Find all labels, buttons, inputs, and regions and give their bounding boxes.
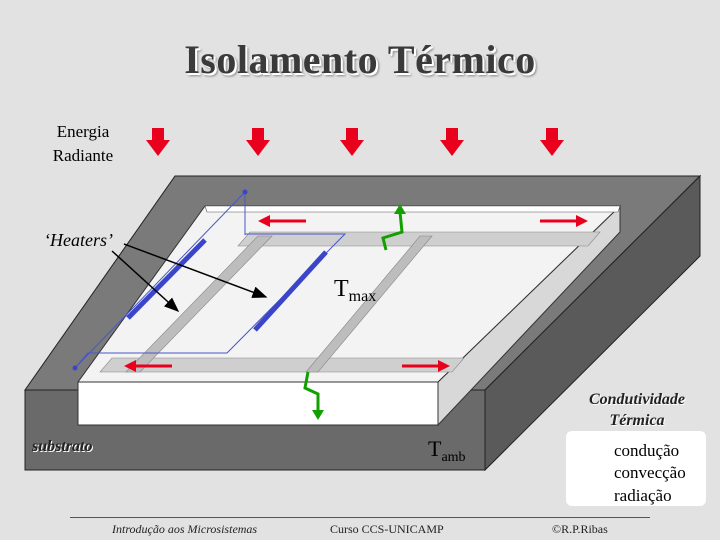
energy-label [40,120,126,168]
legend-item-conducao: condução [614,441,680,460]
tamb-label [428,436,466,466]
energy-label-line-2: Radiante [52,146,114,165]
radiant-arrow [540,128,564,156]
contact-dot-top [243,190,248,195]
substrate-label: substrato [32,438,93,455]
contact-dot-bottom [73,366,78,371]
footer-divider [70,517,650,518]
radiant-arrow [440,128,464,156]
legend-title-line-2: Térmica [609,412,665,429]
heaters-label: ‘Heaters’ [44,230,113,250]
radiant-arrow [146,128,170,156]
tamb-base: T [428,436,442,461]
tmax-sub: max [348,288,377,305]
radiant-arrows [146,128,564,156]
legend-item-conveccao: convecção [614,463,686,482]
legend-title-line-1: Condutividade [588,391,685,408]
tmax-label [334,276,376,306]
legend-title [572,389,702,431]
radiant-arrow [246,128,270,156]
radiant-arrow [340,128,364,156]
energy-label-line-1: Energia [56,122,110,141]
footer-course-code: Curso CCS-UNICAMP [330,522,444,536]
footer-course-title: Introdução aos Microsistemas [112,522,258,536]
page-title: Isolamento Térmico [184,37,536,82]
tamb-sub: amb [441,450,466,465]
tmax-base: T [334,276,349,302]
legend-item-radiacao: radiação [614,486,672,505]
footer-copyright: ©R.P.Ribas [552,522,608,536]
